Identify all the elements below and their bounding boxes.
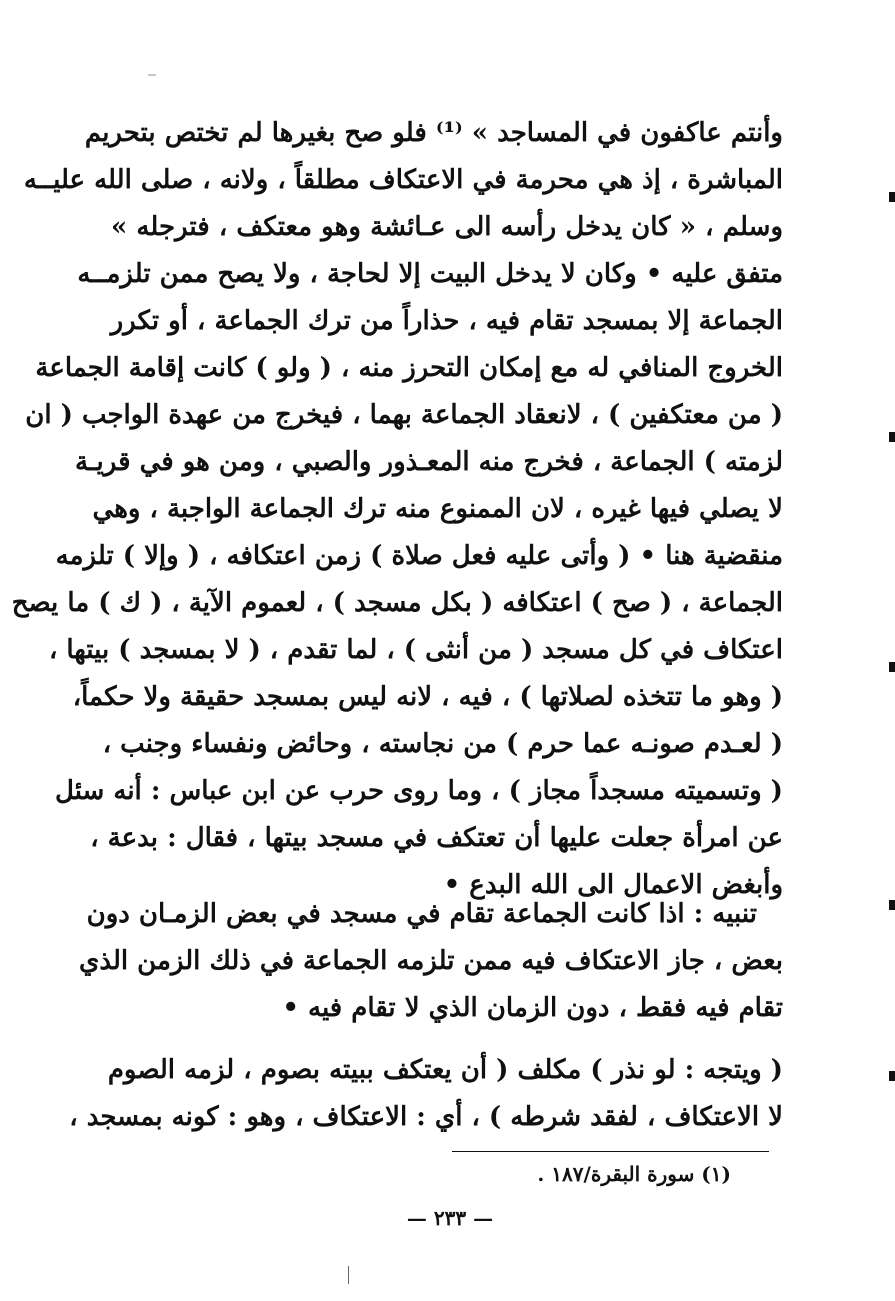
margin-mark — [889, 900, 895, 910]
text-line: اعتكاف في كل مسجد ( من أنثى ) ، لما تقدم ، ( لا بمسجد ) بيتها ، — [48, 635, 783, 665]
text-line: تقام فيه فقط ، دون الزمان الذي لا تقام فيه • — [282, 993, 783, 1023]
text-line: ( وتسميته مسجداً مجاز ) ، وما روى حرب عن ابن عباس : أنه سئل — [55, 776, 783, 806]
text-line: متفق عليه • وكان لا يدخل البيت إلا لحاجة ، ولا يصح ممن تلزمــه — [77, 259, 783, 289]
text-line: وسلم ، « كان يدخل رأسه الى عـائشة وهو معتكف ، فترجله » — [111, 212, 783, 242]
text-line: لا الاعتكاف ، لفقد شرطه ) ، أي : الاعتكاف ، وهو : كونه بمسجد ، — [69, 1102, 783, 1132]
text-line: عن امرأة جعلت عليها أن تعتكف في مسجد بيتها ، فقال : بدعة ، — [90, 823, 783, 853]
margin-mark — [889, 662, 895, 672]
note-paragraph — [78, 891, 783, 1032]
footnote-divider — [452, 1151, 769, 1152]
text-line: ( من معتكفين ) ، لانعقاد الجماعة بهما ، فيخرج من عهدة الواجب ( ان — [25, 400, 783, 430]
text-line: لا يصلي فيها غيره ، لان الممنوع منه ترك الجماعة الواجبة ، وهي — [92, 494, 783, 524]
text-line: بعض ، جاز الاعتكاف فيه ممن تلزمه الجماعة في ذلك الزمن الذي — [78, 946, 783, 976]
text-line: وأبغض الاعمال الى الله البدع • — [443, 870, 783, 900]
text-line: الخروج المنافي له مع إمكان التحرز منه ، ( ولو ) كانت إقامة الجماعة — [35, 353, 783, 383]
page-number: — ٢٣٣ — — [406, 1206, 494, 1230]
third-paragraph — [69, 1047, 783, 1141]
margin-mark — [889, 192, 895, 202]
text-line: ( وهو ما تتخذه لصلاتها ) ، فيه ، لانه ليس بمسجد حقيقة ولا حكماً، — [72, 682, 783, 712]
text-line: الجماعة ، ( صح ) اعتكافه ( بكل مسجد ) ، لعموم الآية ، ( ك ) ما يصح — [11, 588, 783, 618]
text-line: تنبيه : اذا كانت الجماعة تقام في مسجد في بعض الزمـان دون — [86, 899, 757, 929]
footnote: (١) سورة البقرة/١٨٧ . — [537, 1162, 731, 1186]
text-line: وأنتم عاكفون في المساجد » ⁽¹⁾ فلو صح بغيرها لم تختص بتحريم — [84, 118, 783, 148]
text-line: ( لعـدم صونـه عما حرم ) من نجاسته ، وحائض ونفساء وجنب ، — [102, 729, 783, 759]
main-paragraph — [11, 110, 783, 909]
text-line: منقضية هنا • ( وأتى عليه فعل صلاة ) زمن اعتكافه ، ( وإلا ) تلزمه — [55, 541, 783, 571]
text-line: المباشرة ، إذ هي محرمة في الاعتكاف مطلقاً ، ولانه ، صلى الله عليــه — [23, 165, 783, 195]
text-line: لزمته ) الجماعة ، فخرج منه المعـذور والصبي ، ومن هو في قريـة — [74, 447, 783, 477]
scan-speck — [148, 74, 156, 76]
text-line: ( ويتجه : لو نذر ) مكلف ( أن يعتكف ببيته بصوم ، لزمه الصوم — [107, 1055, 783, 1085]
text-line: الجماعة إلا بمسجد تقام فيه ، حذاراً من ترك الجماعة ، أو تكرر — [110, 306, 783, 336]
scan-mark — [348, 1266, 349, 1284]
margin-mark — [889, 432, 895, 442]
margin-mark — [889, 1071, 895, 1081]
